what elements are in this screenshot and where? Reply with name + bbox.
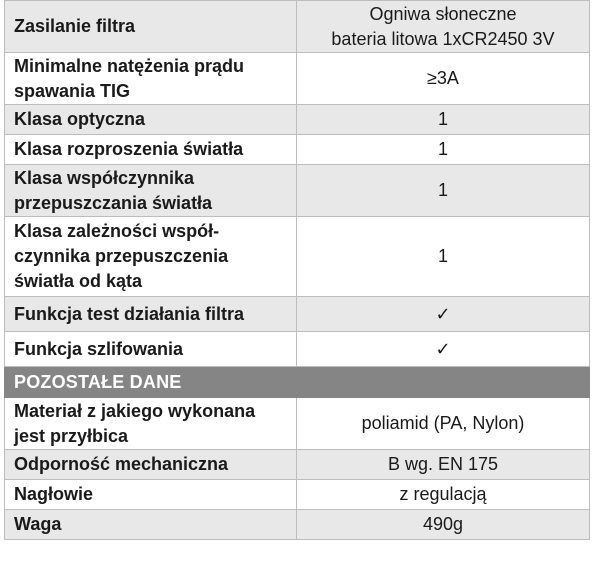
table-row-headgear [5, 480, 590, 510]
table-row-diffusion-class [5, 135, 590, 165]
table-row-optical-class [5, 105, 590, 135]
row-label-line: czynnika przepuszczenia [14, 246, 229, 266]
row-label: Waga [5, 510, 297, 540]
row-value: 1 [297, 217, 590, 297]
row-value: 1 [297, 135, 590, 165]
table-row-filter-power [5, 1, 590, 53]
spec-table [4, 0, 590, 540]
table-row-filter-test [5, 297, 590, 332]
row-label-line: przepuszczania światła [14, 192, 213, 213]
row-label: Zasilanie filtra [5, 1, 297, 53]
table-row-mechanical-resistance [5, 450, 590, 480]
row-label-line: Materiał z jakiego wykonana [14, 400, 256, 421]
row-label: Funkcja szlifowania [5, 332, 297, 367]
row-label-line: światła od kąta [14, 271, 143, 291]
row-label [5, 53, 297, 105]
table-row-angle-dependence [5, 217, 590, 297]
table-row-transmittance-class [5, 165, 590, 217]
row-value-line: bateria litowa 1xCR2450 3V [331, 28, 555, 49]
row-value: poliamid (PA, Nylon) [297, 398, 590, 450]
row-value: ≥3A [297, 53, 590, 105]
row-value: 490g [297, 510, 590, 540]
table-row-material [5, 398, 590, 450]
section-header-row [5, 367, 590, 398]
row-value: 1 [297, 105, 590, 135]
row-label-line: Minimalne natężenia prądu [14, 55, 245, 76]
row-value [297, 1, 590, 53]
check-mark-icon: ✓ [297, 297, 590, 332]
table-row-weight [5, 510, 590, 540]
check-mark-icon: ✓ [297, 332, 590, 367]
row-label-line: Klasa zależności współ- [14, 221, 220, 241]
row-label: Funkcja test działania filtra [5, 297, 297, 332]
row-value: B wg. EN 175 [297, 450, 590, 480]
row-label-line: Klasa współczynnika [14, 167, 195, 188]
table-row-grinding [5, 332, 590, 367]
row-label: Nagłowie [5, 480, 297, 510]
table-row-min-current [5, 53, 590, 105]
row-label: Klasa rozproszenia światła [5, 135, 297, 165]
row-label-line: jest przyłbica [14, 425, 129, 446]
row-label [5, 165, 297, 217]
row-label [5, 398, 297, 450]
section-title: POZOSTAŁE DANE [5, 367, 590, 398]
row-value: 1 [297, 165, 590, 217]
row-label [5, 217, 297, 297]
row-value-line: Ogniwa słoneczne [369, 3, 517, 24]
row-label-line: spawania TIG [14, 80, 131, 101]
row-label: Klasa optyczna [5, 105, 297, 135]
row-label: Odporność mechaniczna [5, 450, 297, 480]
row-value: z regulacją [297, 480, 590, 510]
